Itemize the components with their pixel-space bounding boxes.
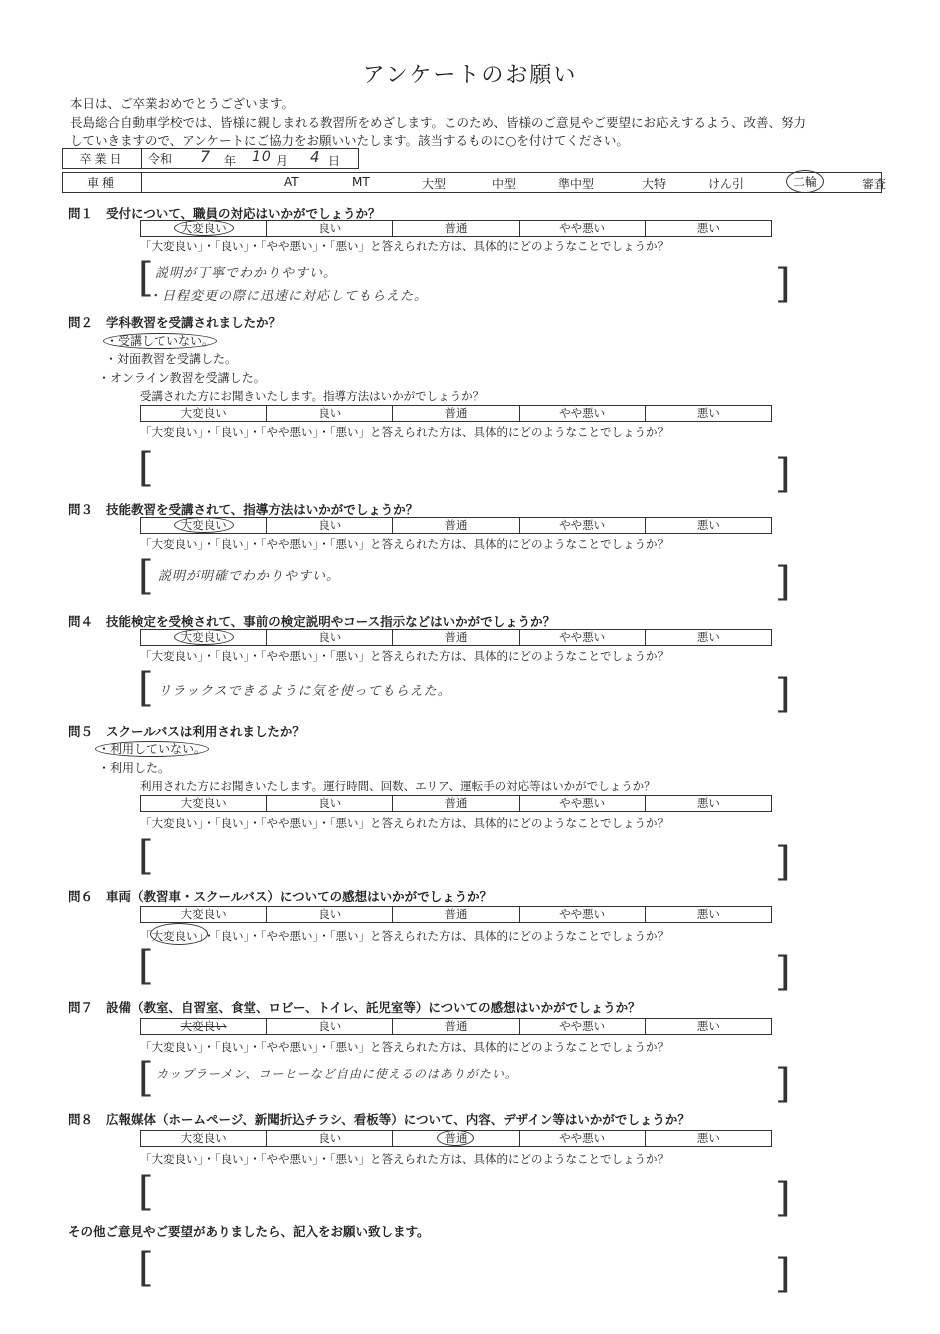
question-3-follow-up: 「大変良い」・「良い」・「やや悪い」・「悪い」と答えられた方は、具体的にどのようなことでしょうか？ [140,537,669,551]
question-3-rating [140,517,772,534]
question-7-text: 設備（教室、自習室、食堂、ロビー、トイレ、託児室等）についての感想はいかがでしょうか？ [106,1000,641,1015]
question-2-title [68,313,281,331]
question-4-number: 問４ [68,614,94,629]
vehicle-option-at[interactable]: AT [284,175,299,189]
q8-rating-very-good[interactable]: 大変良い [141,1131,267,1147]
q5-option-used[interactable]: ・利用した。 [98,761,171,775]
question-4-rating [140,629,772,646]
q3-rating-label: 大変良い [174,517,234,533]
q6-rating-good[interactable]: 良い [267,907,393,923]
question-8-number: 問８ [68,1112,94,1127]
intro-line-2: 長島総合自動車学校では、皆様に親しまれる教習所をめざします。このため、皆様のご意見やご要望にお応えするよう、改善、努力 [70,115,807,130]
q6-rating-neutral[interactable]: 普通 [393,907,519,923]
question-5-rating [140,795,772,812]
vehicle-option-medium[interactable]: 中型 [492,177,517,191]
q6-bracket-close: ] [775,949,791,995]
question-7-title [68,998,641,1016]
question-2-number: 問２ [68,315,94,330]
q4-bracket-close: ] [775,671,791,717]
q5-rating-good[interactable]: 良い [267,796,393,812]
intro-line-3: していきますので、アンケートにご協力をお願いいたします。該当するものに○を付けてください。 [70,133,629,148]
q4-comment-line-1[interactable]: リラックスできるように気を使ってもらえた。 [158,684,452,699]
graduation-label: 卒業日 [63,149,142,169]
q7-bracket-close: ] [775,1061,791,1107]
q5-bracket-open: [ [138,833,154,879]
question-7-rating [140,1018,772,1035]
q7-rating-somewhat-bad[interactable]: やや悪い [519,1019,645,1035]
q2-rating-bad[interactable]: 悪い [645,406,771,422]
q4-rating-neutral[interactable]: 普通 [393,630,519,646]
era-label: 令和 [148,152,173,166]
vehicle-option-towing[interactable]: けん引 [708,177,745,191]
q2-bracket-open: [ [138,445,154,491]
survey-title: アンケートのお願い [362,63,578,88]
question-4-text: 技能検定を受検されて、事前の検定説明やコース指示などはいかがでしょうか？ [106,614,556,629]
month-unit: 月 [276,154,289,168]
q3-rating-neutral[interactable]: 普通 [393,518,519,534]
q1-bracket-open: [ [138,255,154,301]
question-5-text: スクールバスは利用されましたか？ [106,724,305,739]
q1-rating-very-good[interactable] [141,221,267,237]
q2-option-not-attended[interactable] [103,332,217,349]
q3-rating-somewhat-bad[interactable]: やや悪い [519,518,645,534]
q6-rating-bad[interactable]: 悪い [645,907,771,923]
q5-rating-somewhat-bad[interactable]: やや悪い [519,796,645,812]
q4-rating-bad[interactable]: 悪い [645,630,771,646]
q2-rating-somewhat-bad[interactable]: やや悪い [519,406,645,422]
vehicle-option-semi-medium[interactable]: 準中型 [558,177,595,191]
question-6-title [68,887,492,905]
question-5-number: 問５ [68,724,94,739]
question-3-text: 技能教習を受講されて、指導方法はいかがでしょうか？ [106,502,419,517]
question-5-title [68,722,305,740]
q7-comment-line-1[interactable]: カップラーメン、コーヒーなど自由に使えるのはありがたい。 [156,1067,518,1081]
question-6-follow-up: 「大変良い」・「良い」・「やや悪い」・「悪い」と答えられた方は、具体的にどのようなことでしょうか？ [140,929,669,943]
q5-rating-very-good[interactable]: 大変良い [141,796,267,812]
question-4-title [68,612,555,630]
q8-rating-label: 普通 [437,1130,474,1146]
question-6-text: 車両（教習車・スクールバス）についての感想はいかがでしょうか？ [106,889,493,904]
q2-option-not-attended-label: ・受講していない。 [103,333,217,349]
q2-option-in-person[interactable]: ・対面教習を受講した。 [105,352,238,366]
q1-bracket-close: ] [775,261,791,307]
q1-rating-somewhat-bad[interactable]: やや悪い [519,221,645,237]
question-5-follow-up: 「大変良い」・「良い」・「やや悪い」・「悪い」と答えられた方は、具体的にどのようなことでしょうか？ [140,816,669,830]
question-2-text: 学科教習を受講されましたか？ [106,315,282,330]
question-2-follow-up: 「大変良い」・「良い」・「やや悪い」・「悪い」と答えられた方は、具体的にどのようなことでしょうか？ [140,425,669,439]
vehicle-option-motorcycle[interactable]: 二輪 [786,170,824,193]
q5-option-not-used[interactable] [95,740,209,757]
question-1-text: 受付について、職員の対応はいかがでしょうか？ [106,206,381,221]
q1-comment-line-1[interactable]: 説明が丁寧でわかりやすい。 [155,266,338,281]
q7-rating-label: 大変良い [180,1019,227,1033]
q1-comment-line-2[interactable]: ・日程変更の際に迅速に対応してもらえた。 [148,289,429,304]
year-value: 7 [200,147,212,166]
other-comments-title: その他ご意見やご要望がありましたら、記入をお願い致します。 [68,1224,430,1239]
q7-rating-bad[interactable]: 悪い [645,1019,771,1035]
q8-rating-neutral[interactable] [393,1131,519,1147]
vehicle-options [142,173,887,193]
q1-rating-label: 大変良い [174,220,234,236]
q7-rating-good[interactable]: 良い [267,1019,393,1035]
q6-selected-mark [150,923,208,945]
q6-bracket-open: [ [138,943,154,989]
question-8-follow-up: 「大変良い」・「良い」・「やや悪い」・「悪い」と答えられた方は、具体的にどのようなことでしょうか？ [140,1152,669,1166]
q2-rating-good[interactable]: 良い [267,406,393,422]
q7-bracket-open: [ [138,1055,154,1101]
vehicle-option-mt[interactable]: MT [352,175,370,189]
q4-rating-good[interactable]: 良い [267,630,393,646]
q5-rating-bad[interactable]: 悪い [645,796,771,812]
question-6-number: 問６ [68,889,94,904]
question-2-rating [140,405,772,422]
q5-bracket-close: ] [775,839,791,885]
q3-comment-line-1[interactable]: 説明が明確でわかりやすい。 [158,569,341,584]
q5-rating-neutral[interactable]: 普通 [393,796,519,812]
question-3-title [68,500,418,518]
q2-rating-very-good[interactable]: 大変良い [141,406,267,422]
question-8-rating [140,1130,772,1147]
question-4-follow-up: 「大変良い」・「良い」・「やや悪い」・「悪い」と答えられた方は、具体的にどのようなことでしょうか？ [140,649,669,663]
q8-bracket-open: [ [138,1169,154,1215]
question-1-follow-up: 「大変良い」・「良い」・「やや悪い」・「悪い」と答えられた方は、具体的にどのようなことでしょうか？ [140,239,669,253]
q6-rating-very-good[interactable]: 大変良い [141,907,267,923]
q3-rating-bad[interactable]: 悪い [645,518,771,534]
intro-line-1: 本日は、ご卒業おめでとうございます。 [70,96,295,111]
q3-bracket-open: [ [138,553,154,599]
vehicle-option-large[interactable]: 大型 [422,177,447,191]
graduation-date-table [62,148,359,169]
q4-rating-label: 大変良い [174,629,234,645]
q4-bracket-open: [ [138,665,154,711]
vehicle-label: 車種 [63,173,142,193]
q2-bracket-close: ] [775,451,791,497]
month-value: 10 [252,149,272,165]
question-6-rating [140,906,772,923]
q3-rating-good[interactable]: 良い [267,518,393,534]
question-7-follow-up: 「大変良い」・「良い」・「やや悪い」・「悪い」と答えられた方は、具体的にどのようなことでしょうか？ [140,1040,669,1054]
q4-rating-somewhat-bad[interactable]: やや悪い [519,630,645,646]
q8-rating-bad[interactable]: 悪い [645,1131,771,1147]
q3-rating-very-good[interactable] [141,518,267,534]
q6-rating-somewhat-bad[interactable]: やや悪い [519,907,645,923]
question-5-sub: 利用された方にお聞きいたします。運行時間、回数、エリア、運転手の対応等はいかがでしょうか？ [140,779,656,793]
q5-option-not-used-label: ・利用していない。 [95,741,209,757]
q1-rating-neutral[interactable]: 普通 [393,221,519,237]
question-2-sub: 受講された方にお聞きいたします。指導方法はいかがでしょうか？ [140,389,485,403]
q1-rating-good[interactable]: 良い [267,221,393,237]
question-3-number: 問３ [68,502,94,517]
day-value: 4 [310,148,321,166]
q7-rating-very-good[interactable] [141,1019,267,1035]
q8-rating-good[interactable]: 良い [267,1131,393,1147]
q1-rating-bad[interactable]: 悪い [645,221,771,237]
question-1-rating [140,220,772,237]
day-unit: 日 [328,154,341,168]
vehicle-option-special[interactable]: 大特 [642,177,667,191]
other-bracket-open: [ [138,1245,154,1291]
q7-rating-neutral[interactable]: 普通 [393,1019,519,1035]
question-7-number: 問７ [68,1000,94,1015]
question-8-text: 広報媒体（ホームページ、新聞折込チラシ、看板等）について、内容、デザイン等はいかがでしょうか？ [106,1112,690,1127]
q8-rating-somewhat-bad[interactable]: やや悪い [519,1131,645,1147]
vehicle-option-review[interactable]: 審査 [862,177,887,191]
other-bracket-close: ] [775,1251,791,1297]
vehicle-type-table [62,172,887,193]
q4-rating-very-good[interactable] [141,630,267,646]
graduation-date-field[interactable] [142,149,359,169]
q2-option-online[interactable]: ・オンライン教習を受講した。 [98,371,266,385]
question-1-number: 問１ [68,206,94,221]
q8-bracket-close: ] [775,1175,791,1221]
q2-rating-neutral[interactable]: 普通 [393,406,519,422]
q3-bracket-close: ] [775,559,791,605]
year-unit: 年 [224,154,237,168]
question-8-title [68,1110,690,1128]
